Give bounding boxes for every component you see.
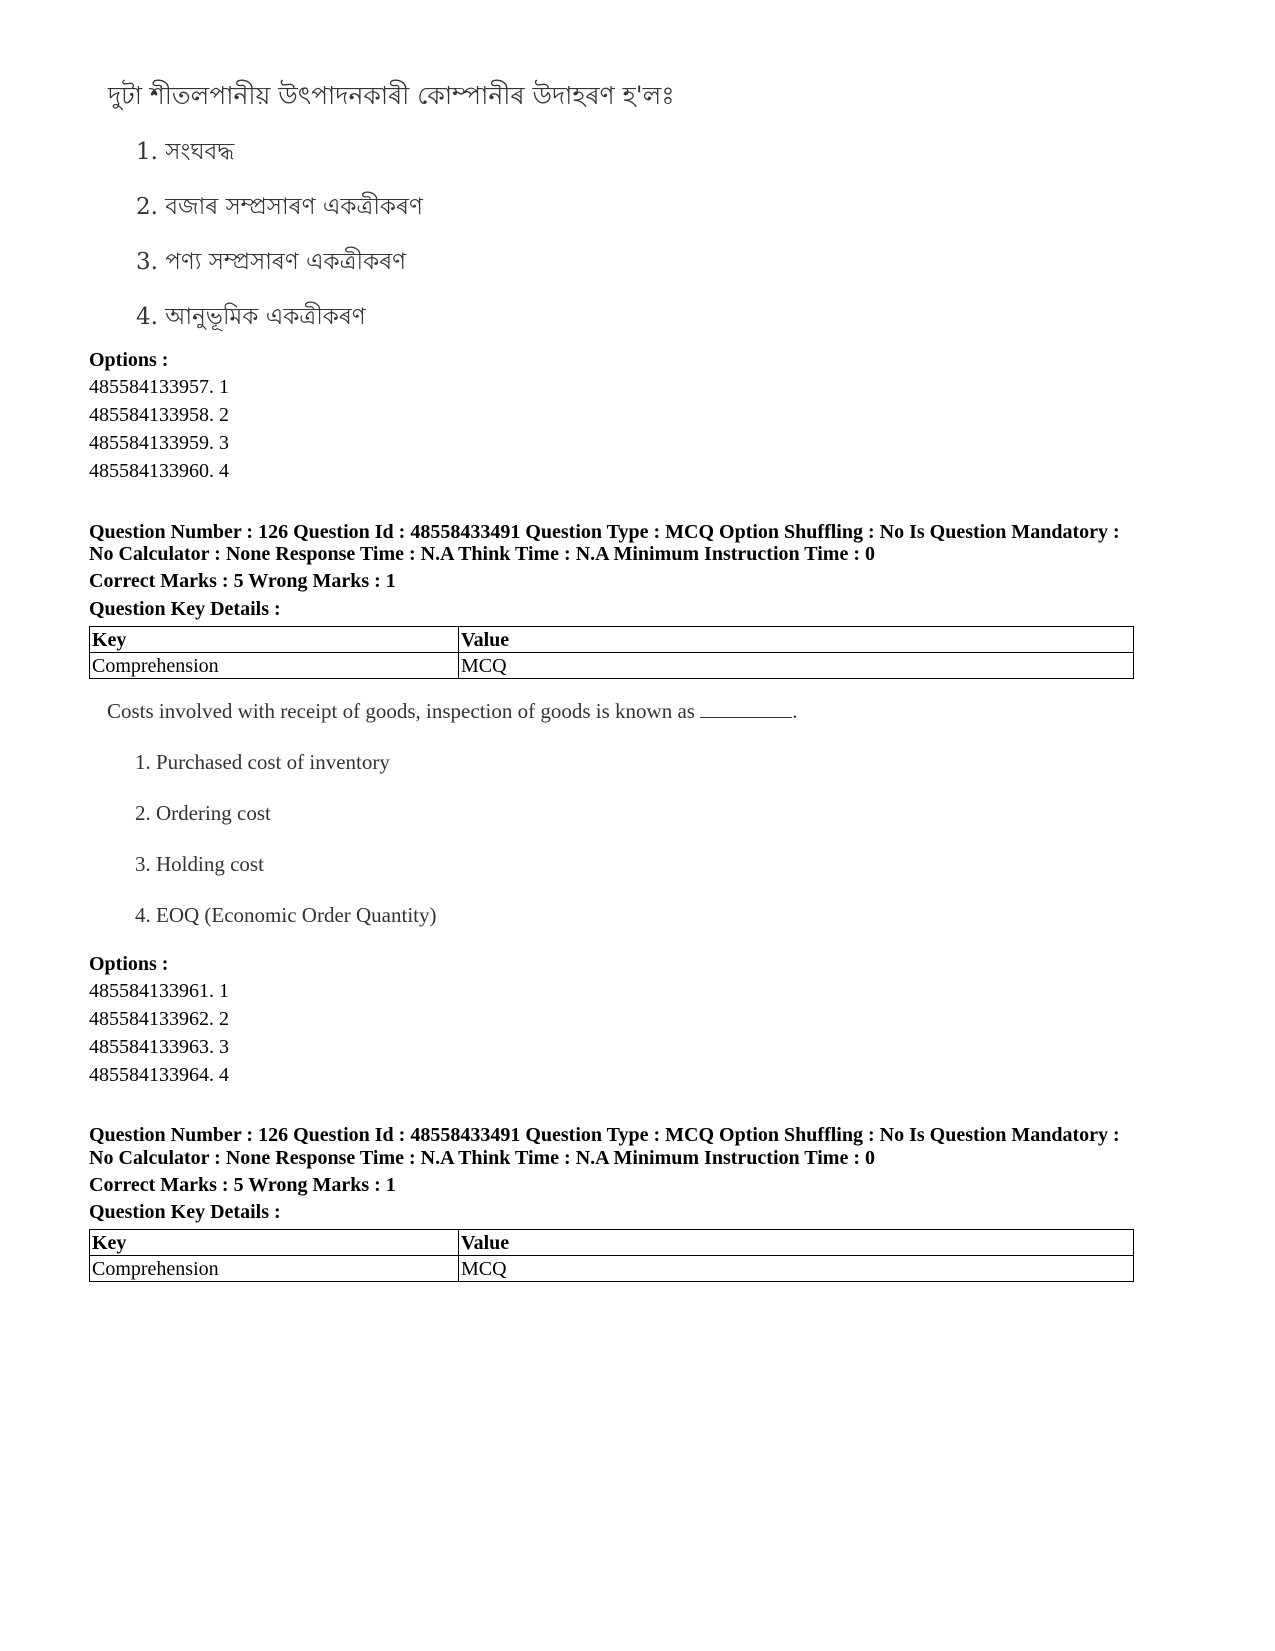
question-meta-line1: Question Number : 126 Question Id : 48558433491 Question Type : MCQ Option Shuffling : No Is Question Mandatory : bbox=[89, 1124, 1120, 1146]
key-details-table bbox=[89, 1229, 1134, 1282]
options-label: Options : bbox=[89, 953, 169, 975]
table-header-row bbox=[90, 627, 1134, 653]
question-meta-line1: Question Number : 126 Question Id : 48558433491 Question Type : MCQ Option Shuffling : No Is Question Mandatory : bbox=[89, 521, 1120, 543]
table-header-value: Value bbox=[459, 627, 1134, 653]
question-choice: 4. EOQ (Economic Order Quantity) bbox=[135, 903, 437, 927]
option-item: 485584133962. 2 bbox=[89, 1008, 229, 1030]
question-stem bbox=[107, 699, 797, 724]
marks-line: Correct Marks : 5 Wrong Marks : 1 bbox=[89, 570, 396, 592]
question-stem: দুটা শীতলপানীয় উৎপাদনকাৰী কোম্পানীৰ উদাহৰণ হ'লঃ bbox=[108, 81, 675, 110]
question-meta-line2: No Calculator : None Response Time : N.A Think Time : N.A Minimum Instruction Time : 0 bbox=[89, 543, 875, 565]
question-choice: 3. Holding cost bbox=[135, 852, 264, 876]
question-choice: 1. Purchased cost of inventory bbox=[135, 750, 390, 774]
options-list bbox=[89, 977, 229, 1089]
question-stem-text: Costs involved with receipt of goods, inspection of goods is known as bbox=[107, 699, 695, 723]
key-details-label: Question Key Details : bbox=[89, 1201, 281, 1223]
table-header-value: Value bbox=[459, 1230, 1134, 1256]
option-item: 485584133961. 1 bbox=[89, 980, 229, 1002]
option-item: 485584133963. 3 bbox=[89, 1036, 229, 1058]
question-choice: 1. সংঘবদ্ধ bbox=[136, 139, 235, 165]
table-header-row bbox=[90, 1230, 1134, 1256]
question-choice: 4. আনুভূমিক একত্ৰীকৰণ bbox=[136, 304, 366, 330]
option-item: 485584133960. 4 bbox=[89, 460, 229, 482]
table-cell-value: MCQ bbox=[459, 653, 1134, 679]
table-cell-key: Comprehension bbox=[90, 1256, 459, 1282]
marks-line: Correct Marks : 5 Wrong Marks : 1 bbox=[89, 1174, 396, 1196]
option-item: 485584133959. 3 bbox=[89, 432, 229, 454]
option-item: 485584133958. 2 bbox=[89, 404, 229, 426]
table-header-key: Key bbox=[90, 1230, 459, 1256]
table-cell-key: Comprehension bbox=[90, 653, 459, 679]
options-label: Options : bbox=[89, 349, 169, 371]
table-header-key: Key bbox=[90, 627, 459, 653]
table-cell-value: MCQ bbox=[459, 1256, 1134, 1282]
question-choice: 2. বজাৰ সম্প্ৰসাৰণ একত্ৰীকৰণ bbox=[136, 194, 423, 220]
options-list bbox=[89, 373, 229, 485]
table-row bbox=[90, 1256, 1134, 1282]
answer-blank bbox=[700, 699, 792, 718]
question-meta-line2: No Calculator : None Response Time : N.A Think Time : N.A Minimum Instruction Time : 0 bbox=[89, 1147, 875, 1169]
question-stem-end: . bbox=[792, 699, 798, 723]
question-choice: 2. Ordering cost bbox=[135, 801, 271, 825]
key-details-table bbox=[89, 626, 1134, 679]
question-choice: 3. পণ্য সম্প্ৰসাৰণ একত্ৰীকৰণ bbox=[136, 249, 407, 275]
option-item: 485584133964. 4 bbox=[89, 1064, 229, 1086]
option-item: 485584133957. 1 bbox=[89, 376, 229, 398]
table-row bbox=[90, 653, 1134, 679]
key-details-label: Question Key Details : bbox=[89, 598, 281, 620]
